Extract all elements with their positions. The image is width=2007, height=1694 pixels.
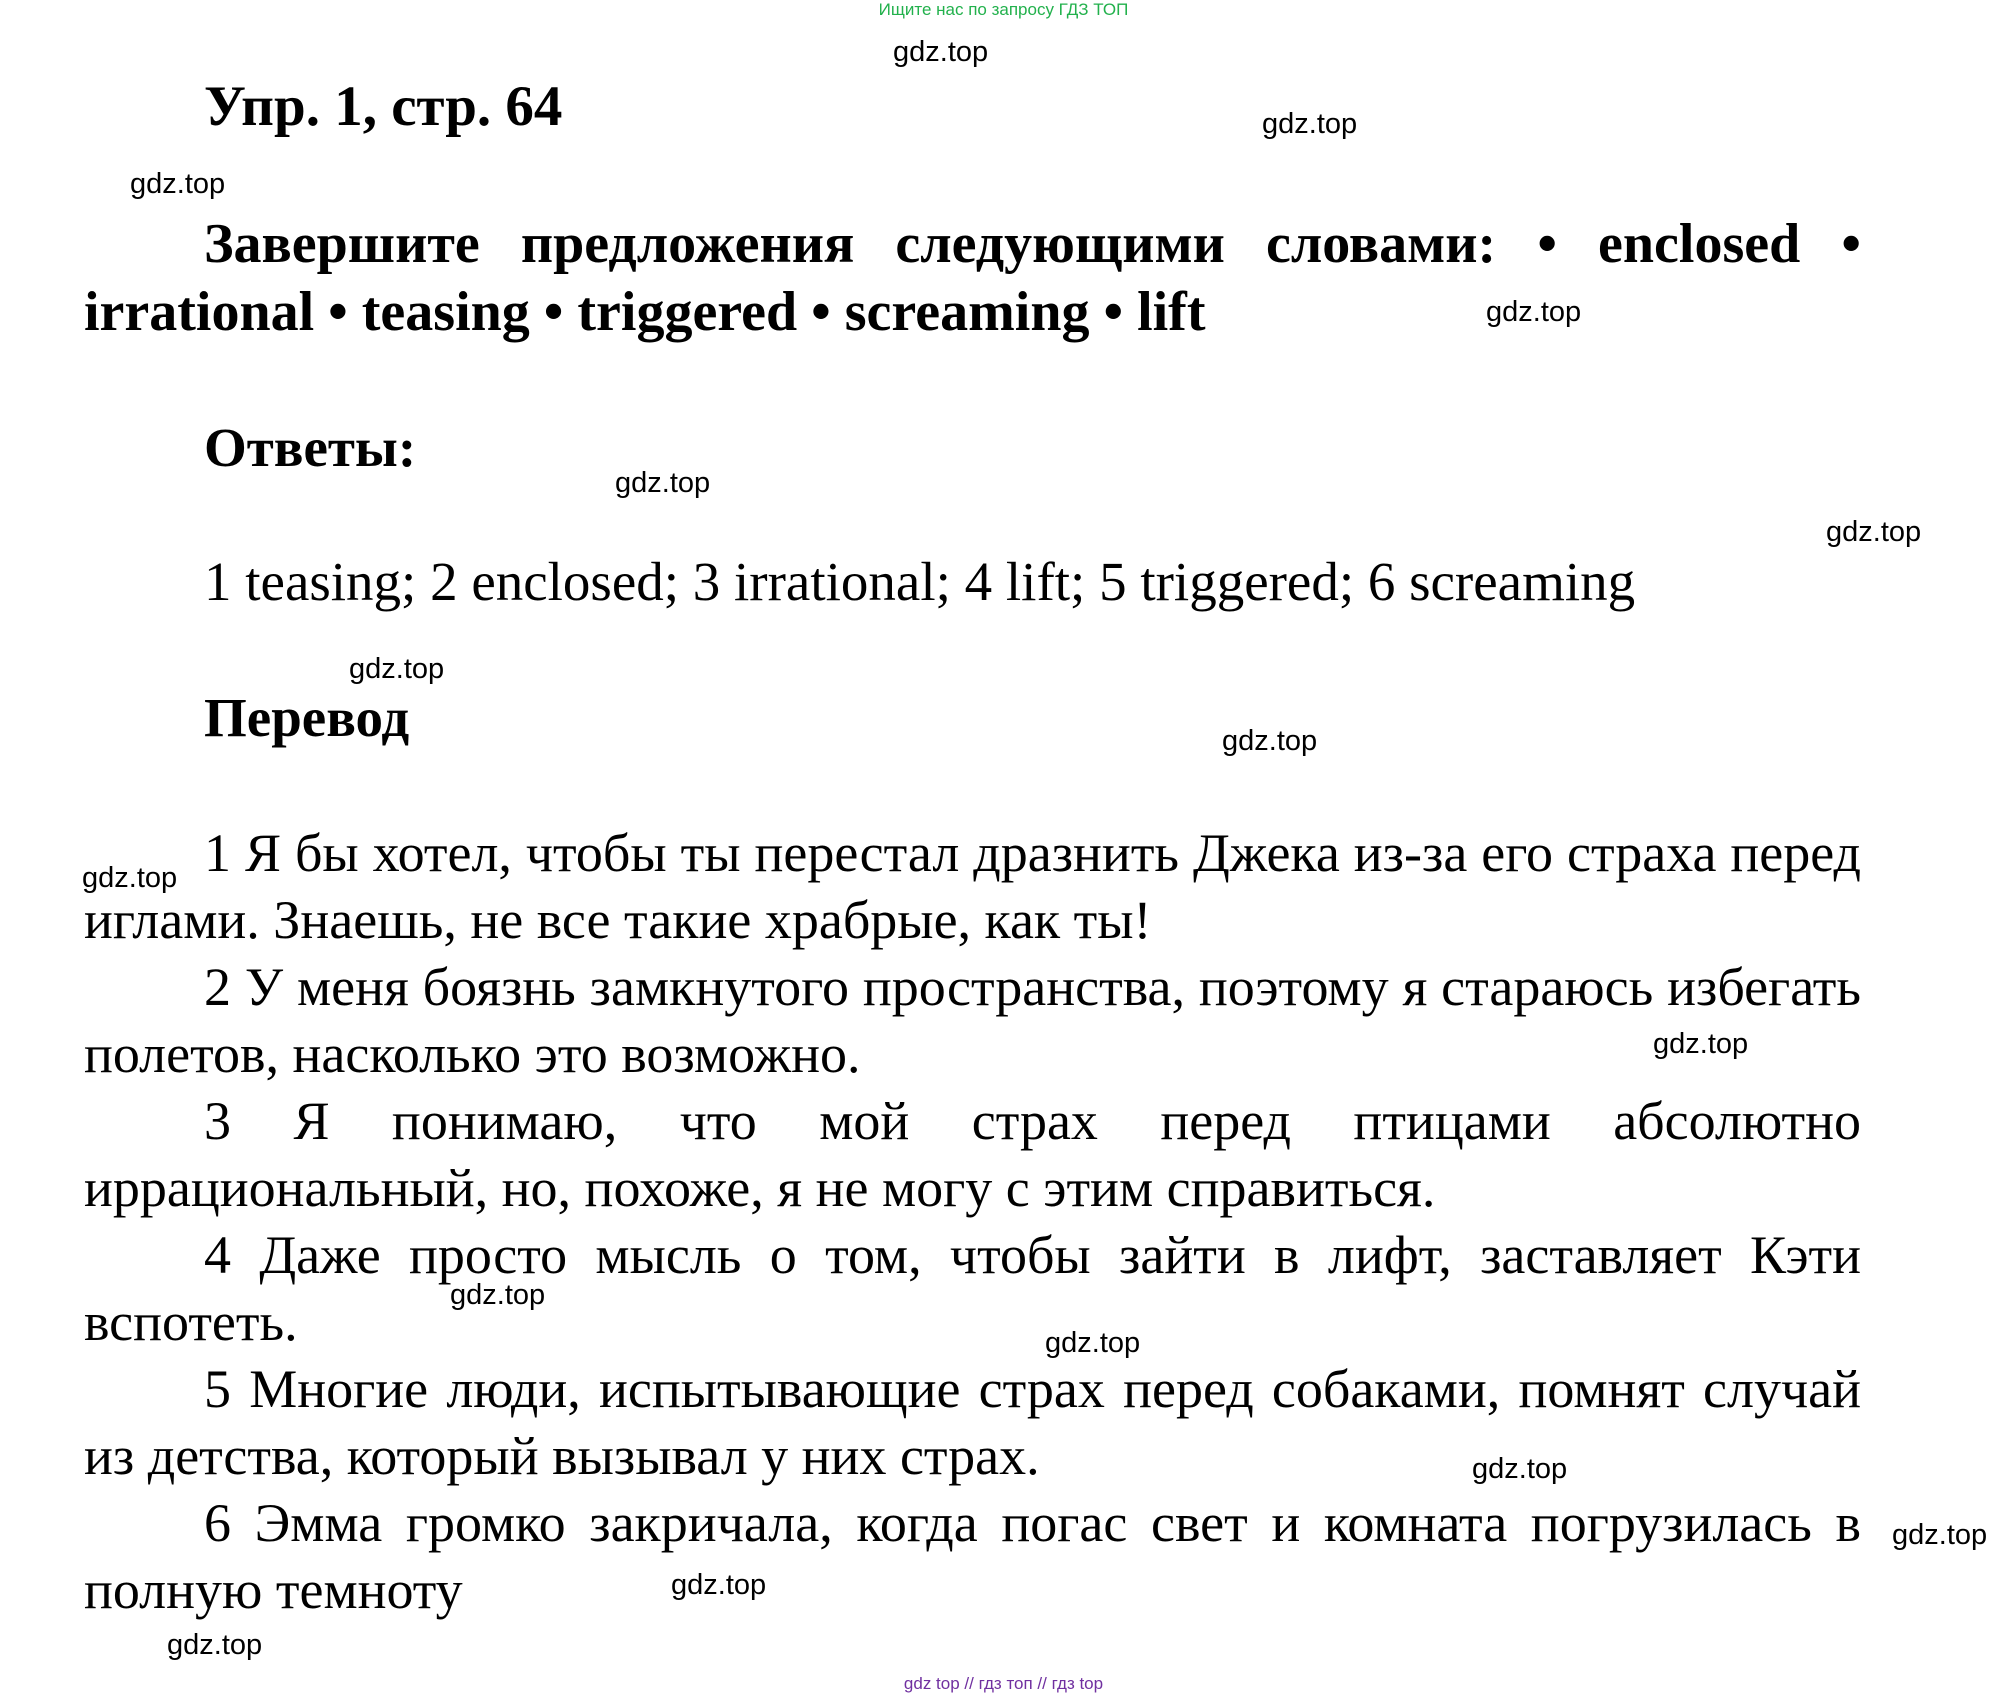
- answers-heading: Ответы:: [204, 417, 417, 478]
- watermark: gdz.top: [1826, 516, 1922, 548]
- watermark: gdz.top: [130, 168, 226, 200]
- watermark: gdz.top: [1045, 1327, 1141, 1359]
- translation-item-1: 1 Я бы хотел, чтобы ты перестал дразнить Джека из-за его страха перед иглами. Знаешь, не все такие храбрые, как ты!: [84, 823, 1861, 950]
- watermark: gdz.top: [1486, 296, 1582, 328]
- header-note: Ищите нас по запросу ГДЗ ТОП: [878, 0, 1129, 19]
- watermark: gdz.top: [671, 1569, 767, 1601]
- watermark: gdz.top: [615, 467, 711, 499]
- watermark: gdz.top: [1892, 1519, 1988, 1551]
- watermark: gdz.top: [1222, 725, 1318, 757]
- watermark: gdz.top: [1262, 108, 1358, 140]
- translation-item-2: 2 У меня боязнь замкнутого пространства, поэтому я стараюсь избегать полетов, насколько это возможно.: [84, 957, 1861, 1084]
- watermark: gdz.top: [82, 862, 178, 894]
- watermark: gdz.top: [1653, 1028, 1749, 1060]
- watermark: gdz.top: [450, 1279, 546, 1311]
- exercise-title: Упр. 1, стр. 64: [204, 75, 563, 138]
- translation-item-5: 5 Многие люди, испытывающие страх перед собаками, помнят случай из детства, который вызывал у них страх.: [84, 1359, 1861, 1486]
- translation-item-3: 3 Я понимаю, что мой страх перед птицами абсолютно иррациональный, но, похоже, я не могу с этим справиться.: [84, 1091, 1861, 1218]
- footer-note: gdz top // гдз топ // гдз top: [903, 1674, 1104, 1693]
- watermark: gdz.top: [349, 653, 445, 685]
- translation-heading: Перевод: [204, 687, 410, 748]
- watermark: gdz.top: [893, 36, 989, 68]
- translation-list: [84, 820, 1861, 1624]
- exercise-instruction: Завершите предложения следующими словами: • enclosed • irrational • teasing • triggered • screaming • lift: [84, 213, 1861, 343]
- watermark: gdz.top: [1472, 1453, 1568, 1485]
- translation-item-4: 4 Даже просто мысль о том, чтобы зайти в лифт, заставляет Кэти вспотеть.: [84, 1225, 1861, 1352]
- watermark: gdz.top: [167, 1629, 263, 1661]
- answers-text: 1 teasing; 2 enclosed; 3 irrational; 4 lift; 5 triggered; 6 screaming: [204, 551, 1636, 612]
- translation-item-6: 6 Эмма громко закричала, когда погас свет и комната погрузилась в полную темноту: [84, 1493, 1861, 1620]
